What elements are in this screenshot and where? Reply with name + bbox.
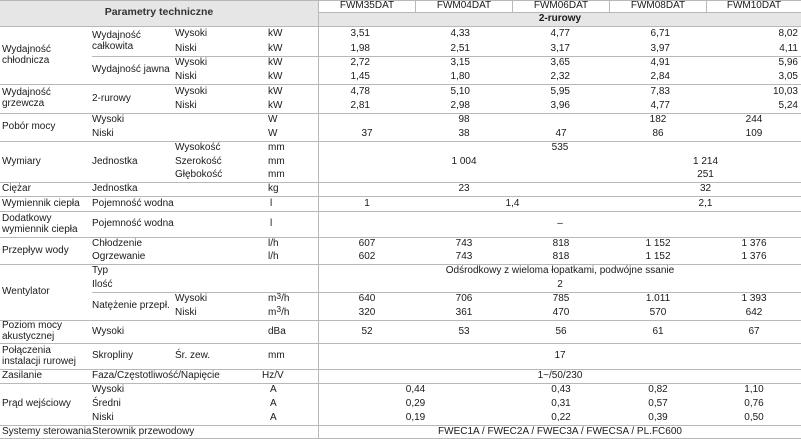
heating-capacity-label: Wydajność grzewcza [2,87,51,109]
fan-type-label: Typ [92,265,109,277]
value-cell: 5,96 [778,57,798,69]
value-cell: 47 [555,127,567,139]
fan-label: Wentylator [2,286,50,298]
model-fwm04dat: FWM04DAT [436,0,492,11]
heating-pipe-label: 2-rurowy [92,92,131,104]
value-cell: 38 [458,127,470,139]
system-type: 2-rurowy [538,13,582,25]
value-cell: 251 [697,169,714,181]
heat-exchanger-label: Wymiennik ciepła [2,197,80,209]
current-high-label: Wysoki [92,384,125,396]
unit: l/h [268,238,279,250]
water-volume-label: Pojemność wodna [92,197,174,209]
value-cell: 5,24 [778,99,798,111]
value-cell: 743 [455,251,473,263]
value-cell: 0,22 [551,411,571,423]
width-label: Szerokość [175,155,222,167]
value-cell: 86 [652,127,664,139]
unit: l [270,197,273,209]
dimensions-unit-label: Jednostka [92,155,138,167]
value-cell: 3,65 [550,57,570,69]
value-cell: 4,91 [650,57,670,69]
model-fwm08dat: FWM08DAT [630,0,686,11]
fan-count-value: 2 [557,278,563,290]
value-cell: 61 [652,325,664,337]
value-cell: 607 [358,238,376,250]
wired-controller-label: Sterownik przewodowy [92,425,195,437]
heating-low-label: Niski [175,99,197,111]
power-high-label: Wysoki [92,114,125,126]
value-cell: 0,50 [744,411,764,423]
value-cell: 109 [745,127,763,139]
unit: kW [268,70,283,82]
value-cell: 182 [649,114,667,126]
value-cell: 5,95 [550,85,570,97]
value-cell: – [557,218,563,230]
value-cell: 785 [552,293,570,305]
height-label: Wysokość [175,142,221,154]
input-current-label: Prąd wejściowy [2,398,71,410]
value-cell: 1 214 [692,155,719,167]
airflow-high-label: Wysoki [175,293,208,305]
value-cell: 4,11 [779,42,798,54]
value-cell: 1,10 [744,384,764,396]
water-flow-label: Przepływ wody [2,244,69,256]
value-cell: 1.011 [645,293,671,305]
fan-count-label: Ilość [92,278,113,290]
cooling-total-high-label: Wysoki [175,28,208,40]
unit: A [270,411,277,423]
cooling-sensible-label: Wydajność jawna [92,64,170,76]
piping-label: Połączenia instalacji rurowej [2,344,76,367]
value-cell: 1 376 [741,251,767,263]
value-cell: 0,76 [744,397,764,409]
value-cell: 320 [358,306,376,318]
unit: kW [268,28,283,40]
value-cell: 98 [458,114,470,126]
flow-cooling-label: Chłodzenie [92,238,143,250]
unit: kW [268,99,283,111]
unit: dBa [268,325,286,337]
value-cell: 818 [552,238,570,250]
value-cell: 52 [361,325,373,337]
value-cell: 361 [455,306,473,318]
value-cell: 1 152 [645,238,671,250]
value-cell: 642 [745,306,763,318]
value-cell: 2,51 [450,42,470,54]
value-cell: 535 [551,142,569,154]
value-cell: 4,33 [450,28,470,40]
value-cell: 602 [358,251,376,263]
value-cell: 1 004 [451,155,477,167]
value-cell: 0,29 [405,397,426,409]
unit: W [268,127,278,139]
value-cell: 1 152 [645,251,671,263]
value-cell: 2,81 [350,99,370,111]
value-cell: 0,82 [648,384,668,396]
current-low-label: Niski [92,411,114,423]
cooling-total-label: Wydajność całkowita [92,29,141,52]
value-cell: 470 [552,306,570,318]
unit: mm [268,350,285,362]
value-cell: 1,4 [505,197,520,209]
unit: kg [268,183,279,195]
value-cell: 0,44 [405,384,426,396]
unit: kW [268,85,283,97]
value-cell: 4,77 [650,99,670,111]
value-cell: 1 376 [741,238,767,250]
value-cell: 3,17 [550,42,570,54]
extra-heat-exchanger-label: Dodatkowy wymiennik ciepła [2,212,78,235]
value-cell: 3,05 [778,70,798,82]
power-low-label: Niski [92,127,114,139]
cooling-total-low-label: Niski [175,42,197,54]
value-cell: 67 [748,325,760,337]
value-cell: 743 [455,238,473,250]
value-cell: 1,98 [350,42,370,54]
unit: mm [268,169,285,181]
cooling-capacity-label: Wydajność chłodnicza [2,43,51,66]
unit: mm [268,155,285,167]
weight-unit-label: Jednostka [92,183,138,195]
value-cell: 23 [458,183,470,195]
value-cell: 1,45 [350,70,370,82]
value-cell: 0,19 [405,411,426,423]
value-cell: 10,03 [772,85,798,97]
unit: Hz/V [262,370,284,382]
value-cell: 3,97 [650,42,670,54]
value-cell: 3,51 [350,28,370,40]
airflow-label: Natężenie przepł. [92,300,170,312]
drain-label: Skropliny [92,350,134,362]
phase-frequency-voltage-label: Faza/Częstotliwość/Napięcie [92,370,220,382]
model-fwm35dat: FWM35DAT [339,0,395,11]
power-input-label: Pobór mocy [2,121,56,133]
weight-label: Ciężar [2,183,31,195]
value-cell: 2,1 [698,197,713,209]
value-cell: 3,96 [550,99,570,111]
sound-power-label: Poziom mocy akustycznej [2,320,63,342]
value-cell: 37 [361,127,373,139]
depth-label: Głębokość [175,169,223,181]
value-cell: 4,77 [550,28,570,40]
value-cell: 17 [554,350,566,362]
value-cell: 1,80 [450,70,470,82]
airflow-low-label: Niski [175,306,197,318]
unit: A [270,397,277,409]
value-cell: 32 [699,183,712,195]
value-cell: 0,43 [551,384,571,396]
value-cell: 2,32 [550,70,570,82]
flow-heating-label: Ogrzewanie [92,251,146,263]
value-cell: 6,71 [650,28,670,40]
model-fwm10dat: FWM10DAT [726,0,782,11]
value-cell: 0,39 [648,411,668,423]
value-cell: 0,57 [648,397,668,409]
outer-diameter-label: Śr. zew. [175,350,211,362]
unit: A [270,384,277,396]
water-volume-label: Pojemność wodna [92,218,174,230]
model-fwm06dat: FWM06DAT [533,0,589,11]
unit: l [270,218,273,230]
value-cell: 5,10 [450,85,470,97]
value-cell: FWEC1A / FWEC2A / FWEC3A / FWECSA / PL.FC600 [438,425,682,437]
value-cell: 2,98 [450,99,470,111]
value-cell: 8,02 [778,28,798,40]
value-cell: 640 [358,293,376,305]
value-cell: 7,83 [650,85,670,97]
unit: m 3 /h [268,290,290,305]
control-systems-label: Systemy sterowania [2,425,92,437]
value-cell: 706 [455,293,473,305]
current-mid-label: Średni [92,397,121,409]
value-cell: 1~/50/230 [537,370,583,382]
value-cell: 0,31 [551,397,571,409]
heating-high-label: Wysoki [175,85,208,97]
unit: m 3 /h [268,304,290,318]
fan-type-value: Odśrodkowy z wieloma łopatkami, podwójne ssanie [445,265,675,277]
value-cell: 244 [745,114,763,126]
value-cell: 2,84 [650,70,670,82]
unit: kW [268,42,283,54]
cooling-sensible-low-label: Niski [175,70,197,82]
value-cell: 818 [552,251,570,263]
value-cell: 1 [364,197,370,209]
unit: kW [268,57,283,69]
cooling-sensible-high-label: Wysoki [175,57,208,69]
sound-high-label: Wysoki [92,325,125,337]
value-cell: 2,72 [350,57,370,69]
power-supply-label: Zasilanie [2,370,43,382]
value-cell: 3,15 [450,57,470,69]
value-cell: 570 [649,306,667,318]
value-cell: 1 393 [741,293,767,305]
dimensions-label: Wymiary [2,155,41,167]
parameters-title: Parametry techniczne [104,6,214,19]
unit: l/h [268,251,279,263]
value-cell: 4,78 [350,85,370,97]
unit: mm [268,142,285,154]
value-cell: 56 [555,325,567,337]
unit: W [268,114,278,126]
value-cell: 53 [458,325,470,337]
